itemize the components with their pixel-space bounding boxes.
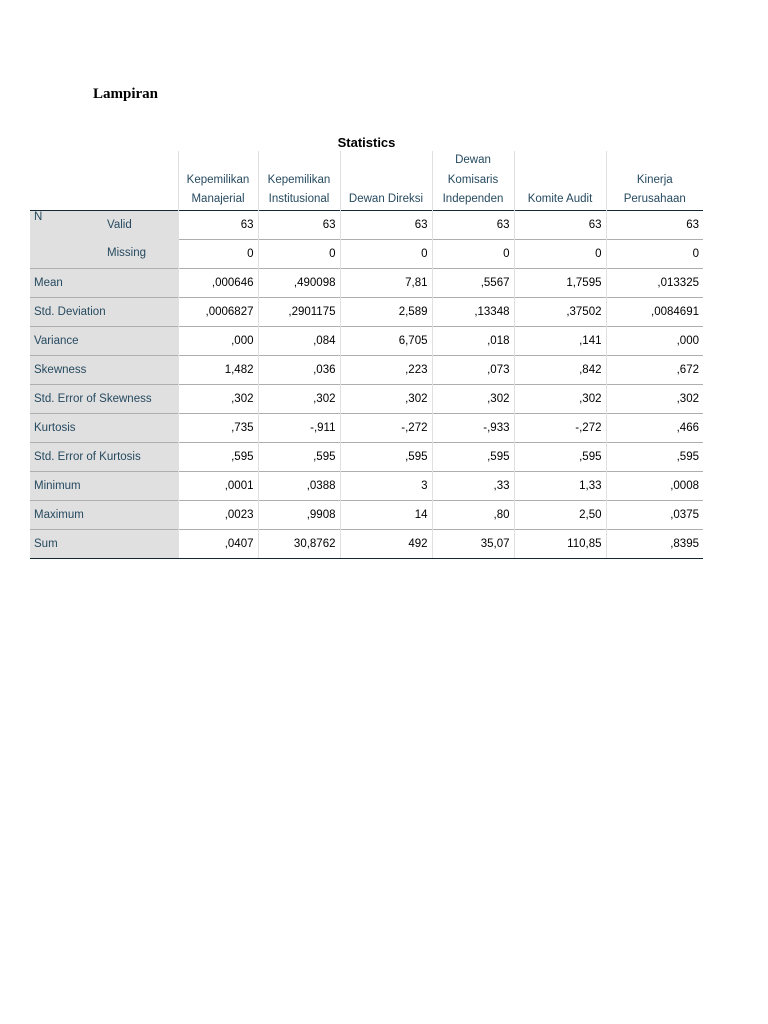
table-title: Statistics: [337, 135, 396, 150]
table-row: [30, 239, 703, 268]
value-cell: 3: [340, 471, 432, 500]
value-cell: 492: [340, 529, 432, 558]
value-cell: 63: [606, 210, 703, 239]
value-cell: 63: [340, 210, 432, 239]
value-cell: ,842: [514, 355, 606, 384]
column-header: Kepemilikan Manajerial: [178, 151, 258, 210]
value-cell: 1,33: [514, 471, 606, 500]
value-cell: ,80: [432, 500, 514, 529]
value-cell: -,933: [432, 413, 514, 442]
value-cell: ,084: [258, 326, 340, 355]
value-cell: ,0407: [178, 529, 258, 558]
value-cell: 6,705: [340, 326, 432, 355]
value-cell: ,0375: [606, 500, 703, 529]
value-cell: ,595: [178, 442, 258, 471]
value-cell: ,000: [178, 326, 258, 355]
value-cell: ,000646: [178, 268, 258, 297]
table-row: [30, 471, 703, 500]
table-row: [30, 355, 703, 384]
column-header: Kinerja Perusahaan: [606, 151, 703, 210]
value-cell: 14: [340, 500, 432, 529]
row-label: Variance: [30, 326, 178, 355]
value-cell: ,302: [258, 384, 340, 413]
value-cell: 2,589: [340, 297, 432, 326]
value-cell: 0: [514, 239, 606, 268]
value-cell: 63: [432, 210, 514, 239]
row-label: Minimum: [30, 471, 178, 500]
column-header: Komite Audit: [514, 151, 606, 210]
value-cell: 110,85: [514, 529, 606, 558]
statistics-table: [30, 151, 703, 559]
value-cell: ,073: [432, 355, 514, 384]
value-cell: ,9908: [258, 500, 340, 529]
value-cell: ,13348: [432, 297, 514, 326]
header-row: [30, 151, 703, 210]
value-cell: ,2901175: [258, 297, 340, 326]
row-label: Missing: [103, 239, 178, 268]
value-cell: 63: [258, 210, 340, 239]
value-cell: 30,8762: [258, 529, 340, 558]
value-cell: ,735: [178, 413, 258, 442]
value-cell: 2,50: [514, 500, 606, 529]
value-cell: ,0001: [178, 471, 258, 500]
value-cell: ,5567: [432, 268, 514, 297]
row-label: Std. Deviation: [30, 297, 178, 326]
table-row: [30, 442, 703, 471]
header-blank: [103, 151, 178, 210]
value-cell: ,036: [258, 355, 340, 384]
value-cell: 0: [606, 239, 703, 268]
row-label: Skewness: [30, 355, 178, 384]
value-cell: 7,81: [340, 268, 432, 297]
value-cell: ,013325: [606, 268, 703, 297]
table-row: [30, 413, 703, 442]
table-row: [30, 529, 703, 558]
value-cell: 0: [178, 239, 258, 268]
value-cell: ,490098: [258, 268, 340, 297]
value-cell: ,302: [340, 384, 432, 413]
value-cell: ,466: [606, 413, 703, 442]
row-label: Valid: [103, 210, 178, 239]
value-cell: ,595: [514, 442, 606, 471]
value-cell: ,595: [606, 442, 703, 471]
value-cell: ,302: [178, 384, 258, 413]
row-label: Maximum: [30, 500, 178, 529]
row-label: Mean: [30, 268, 178, 297]
value-cell: ,0008: [606, 471, 703, 500]
table-row: [30, 210, 703, 239]
value-cell: 0: [258, 239, 340, 268]
row-label: Kurtosis: [30, 413, 178, 442]
column-header: Dewan Komisaris Independen: [432, 151, 514, 210]
table-row: [30, 326, 703, 355]
row-label: Std. Error of Kurtosis: [30, 442, 178, 471]
value-cell: -,272: [340, 413, 432, 442]
column-header: Dewan Direksi: [340, 151, 432, 210]
row-label: Sum: [30, 529, 178, 558]
document-heading: Lampiran: [93, 86, 159, 102]
value-cell: ,0084691: [606, 297, 703, 326]
value-cell: ,302: [606, 384, 703, 413]
table-row: [30, 500, 703, 529]
value-cell: 63: [178, 210, 258, 239]
value-cell: ,302: [514, 384, 606, 413]
table-row: [30, 268, 703, 297]
column-header: Kepemilikan Institusional: [258, 151, 340, 210]
value-cell: ,595: [340, 442, 432, 471]
value-cell: ,141: [514, 326, 606, 355]
value-cell: ,8395: [606, 529, 703, 558]
row-label: Std. Error of Skewness: [30, 384, 178, 413]
value-cell: 63: [514, 210, 606, 239]
value-cell: ,302: [432, 384, 514, 413]
value-cell: ,0388: [258, 471, 340, 500]
value-cell: -,911: [258, 413, 340, 442]
value-cell: 1,7595: [514, 268, 606, 297]
value-cell: 1,482: [178, 355, 258, 384]
value-cell: ,595: [432, 442, 514, 471]
value-cell: ,018: [432, 326, 514, 355]
value-cell: ,595: [258, 442, 340, 471]
value-cell: ,33: [432, 471, 514, 500]
value-cell: ,37502: [514, 297, 606, 326]
value-cell: ,223: [340, 355, 432, 384]
value-cell: ,0023: [178, 500, 258, 529]
value-cell: -,272: [514, 413, 606, 442]
value-cell: 0: [340, 239, 432, 268]
header-blank: [30, 151, 103, 210]
value-cell: ,672: [606, 355, 703, 384]
value-cell: 35,07: [432, 529, 514, 558]
row-group-label: N: [30, 210, 103, 268]
value-cell: ,0006827: [178, 297, 258, 326]
table-row: [30, 384, 703, 413]
value-cell: ,000: [606, 326, 703, 355]
value-cell: 0: [432, 239, 514, 268]
table-row: [30, 297, 703, 326]
